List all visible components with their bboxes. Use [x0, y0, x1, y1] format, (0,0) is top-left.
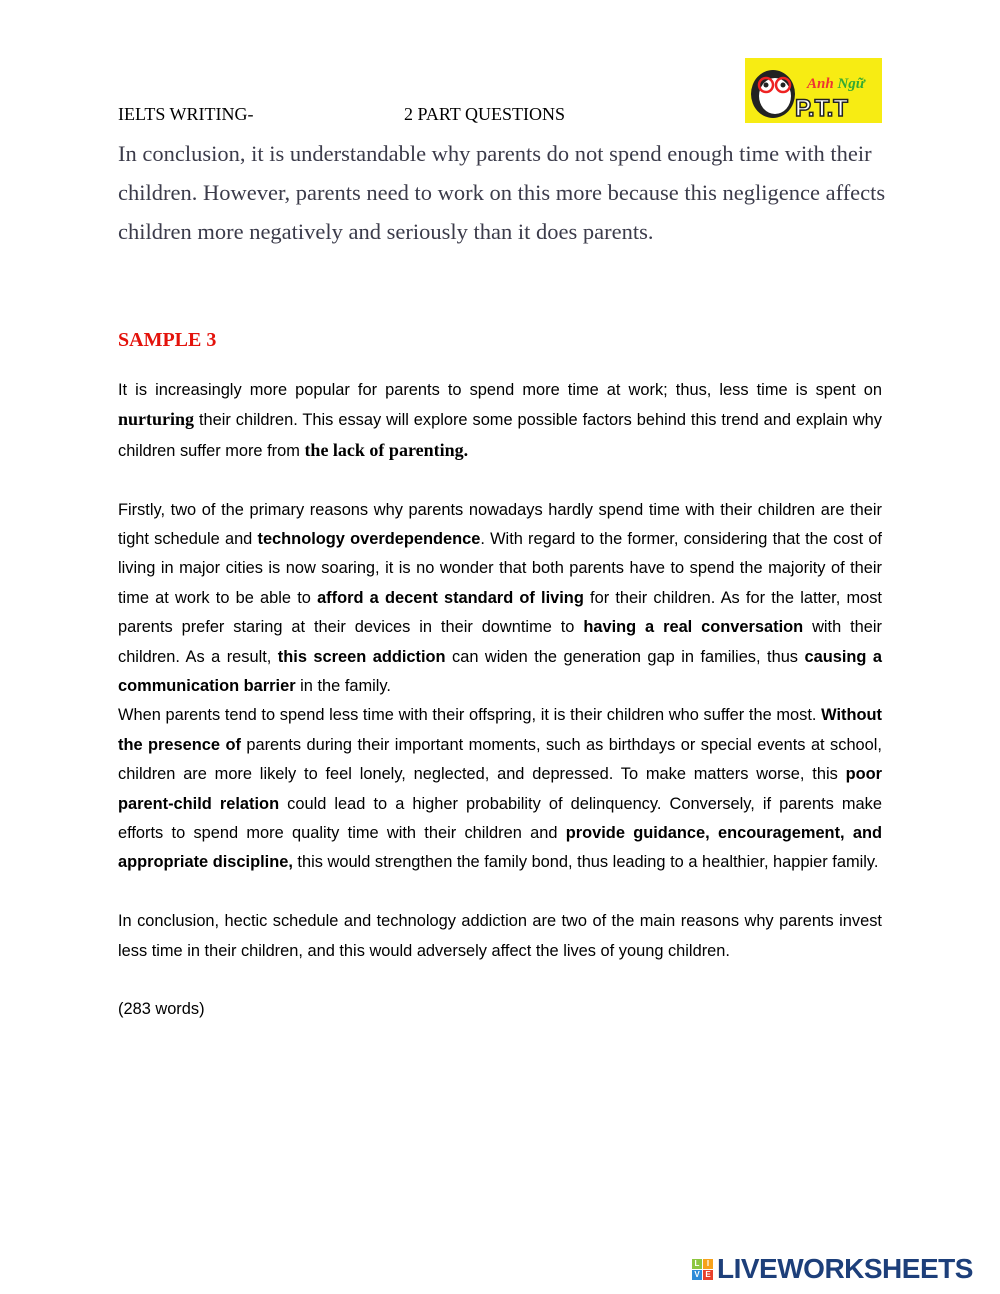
- text-segment: this would strengthen the family bond, thus leading to a healthier, happier family.: [292, 853, 879, 872]
- live-letter-block: V: [692, 1270, 702, 1280]
- text-segment: could lead to a higher probability of delinquency. Conversely, if parents make efforts to spend more quality time with their children and: [118, 794, 882, 843]
- highlighted-phrase: poor parent-child relation: [118, 765, 882, 813]
- essay-paragraph: [118, 376, 882, 466]
- text-segment: It is increasingly more popular for parents to spend more time at work; thus, less time is spent on: [118, 381, 882, 399]
- liveworksheets-logo: [692, 1253, 973, 1285]
- svg-text:P.T.T: P.T.T: [795, 95, 848, 122]
- previous-conclusion: In conclusion, it is understandable why parents do not spend enough time with their children. However, parents need to work on this more because this negligence affects children more negatively and seriously than it does parents.: [118, 141, 886, 244]
- essay-paragraph: [118, 907, 882, 966]
- svg-text:Anh Ngữ: Anh Ngữ: [807, 76, 865, 92]
- text-segment: can widen the generation gap in families, thus: [445, 647, 805, 666]
- highlighted-phrase: this screen addiction: [277, 647, 446, 666]
- sample-title: SAMPLE 3: [118, 329, 217, 351]
- live-letter-block: L: [692, 1259, 702, 1269]
- header-left: IELTS WRITING-: [118, 104, 254, 124]
- essay-paragraph: [118, 701, 882, 877]
- essay-paragraph: [118, 995, 882, 1024]
- highlighted-phrase: causing a communication barrier: [118, 647, 883, 696]
- essay-paragraph: [118, 496, 882, 702]
- highlighted-phrase: afford a decent standard of living: [317, 588, 584, 607]
- text-segment: for their children. As for the latter, most parents prefer staring at their devices in their downtime to: [118, 588, 882, 637]
- highlighted-phrase: nurturing: [118, 409, 195, 430]
- text-segment: (283 words): [118, 1000, 205, 1019]
- anh-ngu-ptt-logo: [745, 58, 882, 123]
- owl-logo-icon: [745, 58, 882, 123]
- live-letter-block: I: [703, 1259, 713, 1269]
- live-letter-block: E: [703, 1270, 713, 1280]
- text-segment: . With regard to the former, considering that the cost of living in major cities is now soaring, it is no wonder that both parents have to spend the majority of their time at work to be able to: [118, 530, 882, 607]
- live-blocks-icon: [692, 1259, 713, 1280]
- essay-body: [118, 376, 882, 1025]
- text-segment: parents during their important moments, such as birthdays or special events at school, children are more likely to feel lonely, neglected, and depressed. To make matters worse, this: [118, 735, 882, 784]
- highlighted-phrase: Without the presence of: [118, 706, 882, 754]
- text-segment: with their children. As a result,: [118, 618, 883, 666]
- text-segment: In conclusion, hectic schedule and technology addiction are two of the main reasons why parents invest less time in their children, and this would adversely affect the lives of young children.: [118, 912, 882, 960]
- highlighted-phrase: provide guidance, encouragement, and appropriate discipline,: [118, 824, 882, 872]
- highlighted-phrase: the lack of parenting.: [304, 439, 469, 460]
- text-segment: their children. This essay will explore some possible factors behind this trend and explain why children suffer more from: [118, 411, 882, 460]
- text-segment: When parents tend to spend less time with their offspring, it is their children who suffer the most.: [118, 706, 822, 725]
- text-segment: Firstly, two of the primary reasons why parents nowadays hardly spend time with their children are their tight schedule and: [118, 500, 882, 549]
- highlighted-phrase: having a real conversation: [583, 618, 804, 637]
- highlighted-phrase: technology overdependence: [257, 530, 481, 549]
- liveworksheets-text: LIVEWORKSHEETS: [717, 1253, 973, 1284]
- text-segment: in the family.: [295, 677, 391, 696]
- header-right: 2 PART QUESTIONS: [404, 104, 565, 124]
